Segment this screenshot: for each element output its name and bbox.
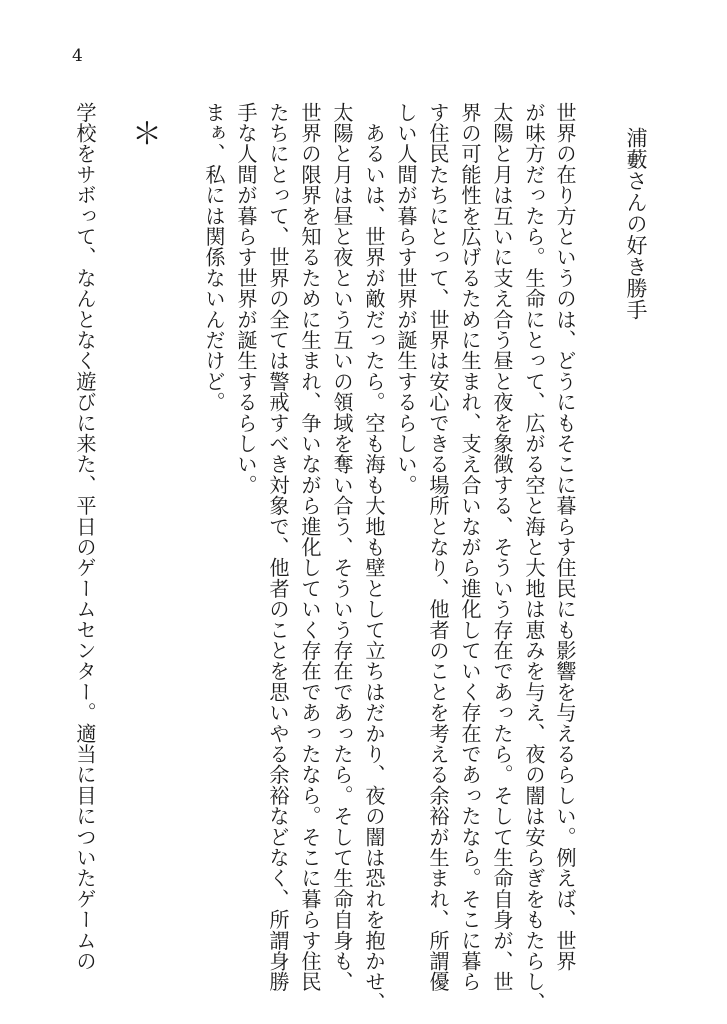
text-line: 太陽と月は昼と夜という互いの領域を奪い合う、そういう存在であったら。そして生命自身も、 <box>330 102 354 993</box>
scene-break-asterisk: ＊ <box>132 117 162 152</box>
text-line: しい人間が暮らす世界が誕生するらしい。 <box>394 102 418 496</box>
page-number: 4 <box>72 46 83 66</box>
text-line: 手な人間が暮らす世界が誕生するらしい。 <box>234 102 258 496</box>
text-line: まぁ、私には関係ないんだけど。 <box>202 102 226 413</box>
text-line: 太陽と月は互いに支え合う昼と夜を象徴する、そういう存在であったら。そして生命自身が、世 <box>490 102 514 993</box>
text-line: す住民たちにとって、世界は安心できる場所となり、他者のことを考える余裕が生まれ、所謂優 <box>426 102 450 993</box>
text-line: たちにとって、世界の全ては警戒すべき対象で、他者のことを思いやる余裕などなく、所謂身勝 <box>266 102 290 993</box>
text-line: 界の可能性を広げるために生まれ、支え合いながら進化していく存在であったなら。そこに暮ら <box>458 102 482 993</box>
text-line: が味方だったら。生命にとって、広がる空と海と大地は恵みを与え、夜の闇は安らぎをもたらし、 <box>522 102 546 1013</box>
text-line: 学校をサボって、なんとなく遊びに来た、平日のゲームセンター。適当に目についたゲームの <box>73 102 97 972</box>
text-line: 世界の在り方というのは、どうにもそこに暮らす住民にも影響を与えるらしい。例えば、世界 <box>553 102 577 972</box>
text-line: 世界の限界を知るために生まれ、争いながら進化していく存在であったなら。そこに暮らす住民 <box>298 102 322 993</box>
text-line: あるいは、世界が敵だったら。空も海も大地も壁として立ちはだかり、夜の闇は恐れを抱かせ、 <box>362 102 386 1013</box>
chapter-title: 浦藪さんの好き勝手 <box>624 127 648 321</box>
